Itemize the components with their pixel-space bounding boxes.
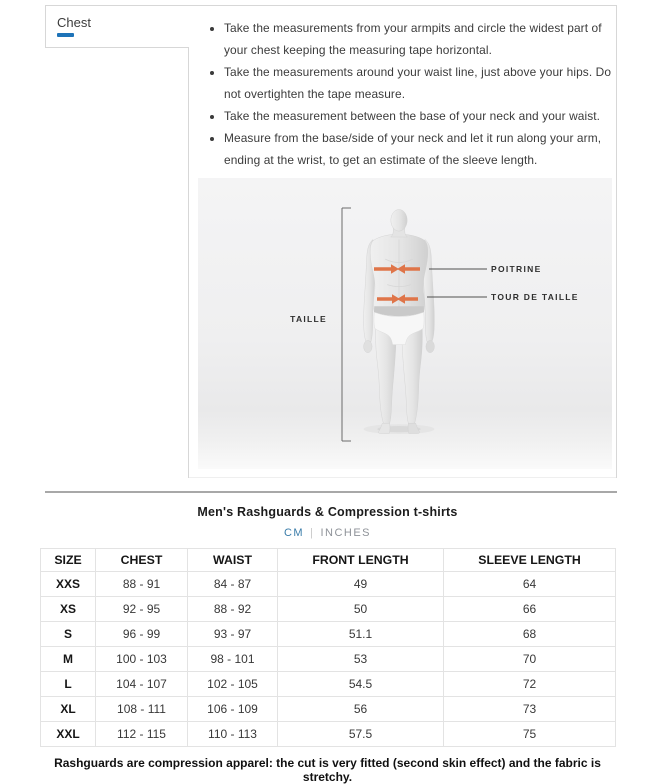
cell-waist: 84 - 87 [188, 572, 278, 597]
cell-chest: 100 - 103 [96, 647, 188, 672]
cell-sleeve-length: 66 [444, 597, 616, 622]
instruction-item: • Take the measurements around your waist line, just above your hips. Do not overtighten the tape measure. [224, 61, 612, 105]
cell-front-length: 50 [278, 597, 444, 622]
cell-waist: 88 - 92 [188, 597, 278, 622]
size-guide-panel [45, 5, 617, 478]
compression-note: Rashguards are compression apparel: the cut is very fitted (second skin effect) and the fabric is stretchy. [54, 756, 601, 784]
unit-toggle [40, 527, 615, 539]
cell-sleeve-length: 73 [444, 697, 616, 722]
cell-sleeve-length: 75 [444, 722, 616, 747]
table-row [41, 697, 616, 722]
waist-measure-label: TOUR DE TAILLE [491, 292, 579, 302]
active-tab-indicator [57, 33, 74, 37]
size-chart-section [40, 505, 615, 784]
cell-size: L [41, 672, 96, 697]
col-header-waist: WAIST [188, 549, 278, 572]
cell-front-length: 53 [278, 647, 444, 672]
table-row [41, 647, 616, 672]
cell-front-length: 51.1 [278, 622, 444, 647]
cell-chest: 96 - 99 [96, 622, 188, 647]
col-header-sleeve-length: SLEEVE LENGTH [444, 549, 616, 572]
cell-size: S [41, 622, 96, 647]
cell-chest: 108 - 111 [96, 697, 188, 722]
tab-chest[interactable] [45, 6, 189, 48]
col-header-front-length: FRONT LENGTH [278, 549, 444, 572]
cell-sleeve-length: 64 [444, 572, 616, 597]
table-row [41, 572, 616, 597]
instruction-list [198, 17, 612, 171]
cell-waist: 93 - 97 [188, 622, 278, 647]
cell-size: XS [41, 597, 96, 622]
table-header-row [41, 549, 616, 572]
col-header-chest: CHEST [96, 549, 188, 572]
cell-sleeve-length: 70 [444, 647, 616, 672]
cell-front-length: 54.5 [278, 672, 444, 697]
cell-size: XL [41, 697, 96, 722]
cell-chest: 88 - 91 [96, 572, 188, 597]
instruction-item: • Take the measurement between the base of your neck and your waist. [224, 105, 612, 127]
measurement-diagram [198, 178, 612, 469]
table-row [41, 722, 616, 747]
tab-content [189, 6, 616, 478]
cell-size: M [41, 647, 96, 672]
cell-waist: 110 - 113 [188, 722, 278, 747]
section-divider [45, 491, 617, 493]
cell-waist: 98 - 101 [188, 647, 278, 672]
cell-waist: 106 - 109 [188, 697, 278, 722]
tab-column-filler [45, 48, 189, 478]
tab-column [45, 6, 189, 478]
cell-chest: 104 - 107 [96, 672, 188, 697]
cell-size: XXS [41, 572, 96, 597]
cell-sleeve-length: 72 [444, 672, 616, 697]
unit-separator: | [310, 527, 315, 539]
unit-inches-button[interactable]: INCHES [320, 527, 372, 539]
cell-chest: 112 - 115 [96, 722, 188, 747]
cell-front-length: 57.5 [278, 722, 444, 747]
table-row [41, 672, 616, 697]
instruction-item: • Take the measurements from your armpits and circle the widest part of your chest keeping the measuring tape horizontal. [224, 17, 612, 61]
unit-cm-button[interactable]: CM [283, 527, 305, 539]
table-row [41, 622, 616, 647]
size-chart-title: Men's Rashguards & Compression t-shirts [197, 505, 458, 519]
col-header-size: SIZE [41, 549, 96, 572]
chest-measure-label: POITRINE [491, 264, 542, 274]
cell-front-length: 49 [278, 572, 444, 597]
cell-front-length: 56 [278, 697, 444, 722]
size-table [40, 548, 616, 747]
cell-size: XXL [41, 722, 96, 747]
cell-chest: 92 - 95 [96, 597, 188, 622]
instruction-item: • Measure from the base/side of your neck and let it run along your arm, ending at the wrist, to get an estimate of the sleeve length. [224, 127, 612, 171]
diagram-annotations [198, 178, 612, 469]
table-row [41, 597, 616, 622]
cell-waist: 102 - 105 [188, 672, 278, 697]
height-measure-label: TAILLE [290, 314, 327, 324]
tab-chest-label: Chest [57, 15, 91, 30]
cell-sleeve-length: 68 [444, 622, 616, 647]
